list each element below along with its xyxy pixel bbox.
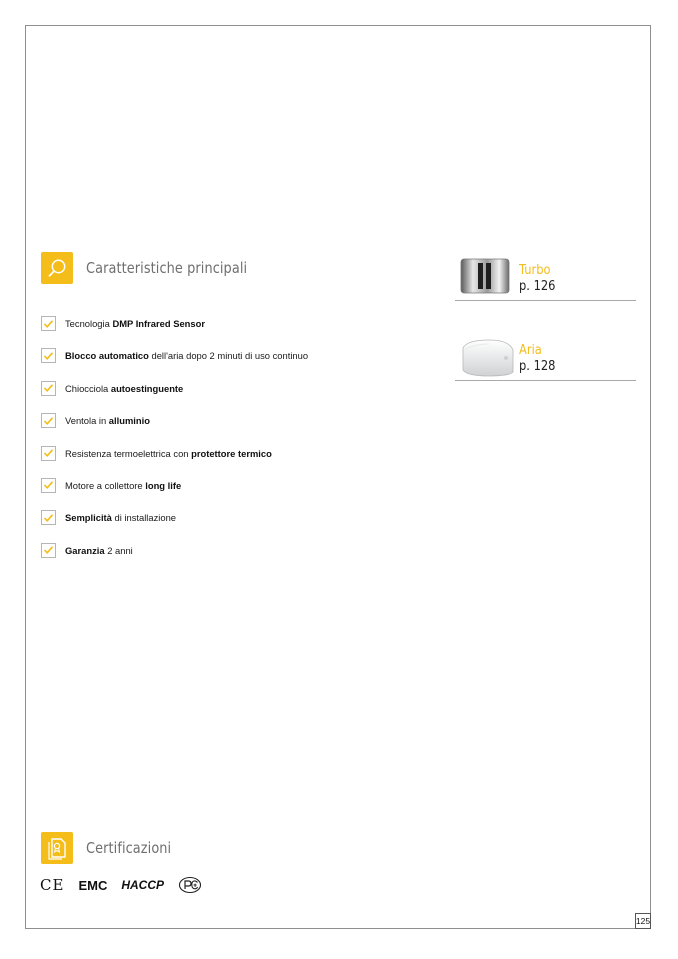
feature-item [41, 381, 308, 413]
checkmark-icon [41, 543, 56, 558]
checkmark-icon [41, 381, 56, 396]
related-product-turbo[interactable] [455, 254, 636, 301]
related-product-aria[interactable] [455, 334, 636, 381]
feature-text: Tecnologia DMP Infrared Sensor [65, 318, 205, 329]
certificate-icon [41, 832, 73, 864]
checkmark-icon [41, 348, 56, 363]
checkmark-icon [41, 478, 56, 493]
checkmark-icon [41, 316, 56, 331]
feature-item [41, 348, 308, 380]
feature-item [41, 510, 308, 542]
related-product-name: Aria [519, 342, 542, 358]
feature-text: Semplicità di installazione [65, 512, 177, 524]
certifications-title: Certificazioni [86, 839, 172, 857]
page-number: 125 [635, 913, 651, 929]
features-title: Caratteristiche principali [86, 259, 248, 277]
feature-text: Blocco automatico dell'aria dopo 2 minuti di uso continuo [65, 350, 309, 362]
related-product-page: p. 126 [519, 278, 556, 294]
turbo-dryer-image [459, 256, 511, 296]
feature-text: Chiocciola autoestinguente [65, 382, 184, 394]
emc-mark: EMC [78, 877, 108, 893]
feature-item [41, 316, 308, 348]
features-header [41, 252, 273, 284]
checkmark-icon [41, 510, 56, 525]
feature-item [41, 478, 308, 510]
certification-marks [40, 876, 202, 894]
aria-dryer-image [459, 336, 515, 378]
haccp-mark: HACCP [121, 878, 164, 892]
feature-item [41, 446, 308, 478]
feature-item [41, 413, 308, 445]
checkmark-icon [41, 446, 56, 461]
feature-item [41, 543, 308, 575]
feature-text: Garanzia 2 anni [65, 544, 133, 556]
related-product-name: Turbo [519, 262, 551, 278]
feature-list [41, 316, 308, 575]
certifications-header [41, 832, 185, 864]
feature-text: Resistenza termoelettrica con protettore termico [65, 447, 272, 459]
ce-mark: CE [40, 876, 65, 894]
search-icon [41, 252, 73, 284]
pct-mark-icon [178, 876, 202, 894]
checkmark-icon [41, 413, 56, 428]
feature-text: Motore a collettore long life [65, 479, 182, 491]
feature-text: Ventola in alluminio [65, 415, 150, 427]
related-product-page: p. 128 [519, 358, 556, 374]
